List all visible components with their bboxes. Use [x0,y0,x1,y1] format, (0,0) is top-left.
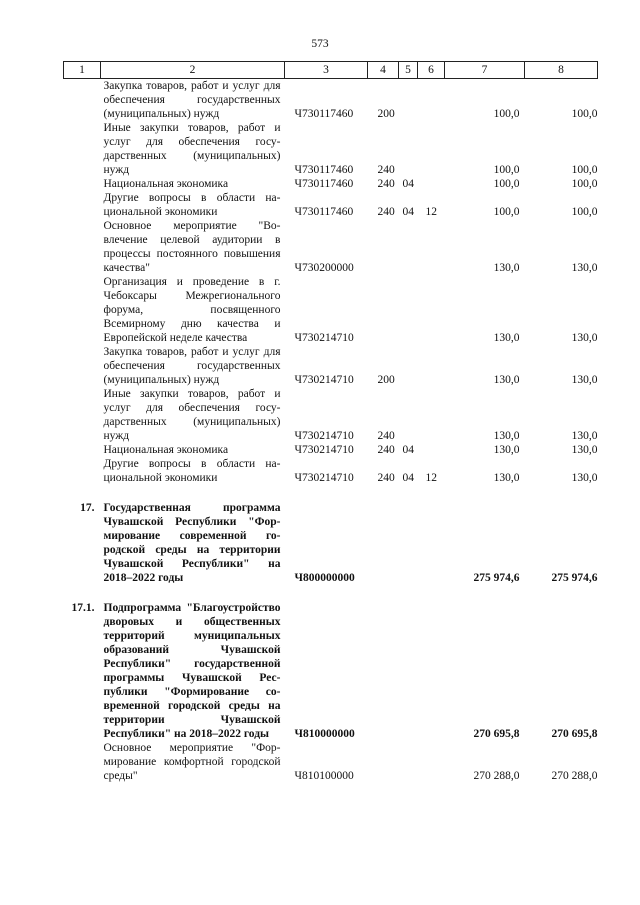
amount-cell: 100,0 [493,108,520,120]
amount-cell: 100,0 [571,206,598,218]
amount-cell: 270 695,8 [551,728,598,740]
subsection-cell [418,79,445,122]
table-row [64,387,598,443]
amount-cell: 270 288,0 [551,770,598,782]
amount-cell: 100,0 [571,108,598,120]
table-row [64,501,598,585]
description-cell: Основное мероприятие "Формирование комфортной городской среды" [103,742,281,782]
table-row [64,601,598,741]
section-cell [399,741,418,783]
page-number: 573 [311,38,329,50]
subsection-cell [418,601,445,741]
row-number-cell: 17.1. [71,602,95,614]
amount-cell: 130,0 [493,332,520,344]
description-cell: Другие вопросы в области национальной экономики [103,458,281,484]
target-code-cell: Ч730214710 [294,332,354,344]
expense-type-cell: 200 [377,374,395,386]
amount-cell: 100,0 [493,206,520,218]
subsection-cell [418,121,445,177]
empty-cell [445,585,525,601]
budget-table [63,61,598,783]
expense-type-cell [368,275,399,345]
amount-cell: 100,0 [571,178,598,190]
description-cell: Государственная программа Чувашской Республики "Формирование современной городской среды на территории Чувашской Республики" на 2018–2022 годы [103,502,281,584]
description-cell: Закупка товаров, работ и услуг для обеспечения государственных (муниципальных) нужд [103,80,281,120]
amount-cell: 130,0 [571,444,598,456]
section-cell: 04 [402,178,414,190]
section-cell [399,79,418,122]
row-number-cell: 17. [80,502,95,514]
row-number-cell [64,457,101,485]
amount-cell: 275 974,6 [551,572,598,584]
expense-type-cell: 240 [377,178,395,190]
target-code-cell: Ч730117460 [294,178,354,190]
empty-cell [418,485,445,501]
row-number-cell [64,345,101,387]
expense-type-cell: 240 [377,206,395,218]
amount-cell: 130,0 [493,374,520,386]
row-number-cell [64,275,101,345]
amount-cell: 270 695,8 [473,728,520,740]
empty-cell [418,585,445,601]
section-cell [399,601,418,741]
table-row [64,457,598,485]
table-row [64,275,598,345]
header-cell: 7 [445,62,525,79]
row-number-cell [64,121,101,177]
table-row [64,741,598,783]
header-cell: 5 [399,62,418,79]
expense-type-cell [368,219,399,275]
subsection-cell [418,345,445,387]
description-cell: Организация и проведение в г. Чебоксары Межрегионального форума, посвященного Всемирному дню качества и Европейской неделе качества [103,276,281,344]
expense-type-cell [368,741,399,783]
subsection-cell [418,501,445,585]
target-code-cell: Ч810100000 [294,770,354,782]
empty-cell [101,485,285,501]
table-row [64,219,598,275]
target-code-cell: Ч800000000 [294,572,355,584]
row-number-cell [64,177,101,191]
amount-cell: 130,0 [493,472,520,484]
description-cell: Национальная экономика [103,178,229,190]
row-number-cell [64,443,101,457]
target-code-cell: Ч810000000 [294,728,355,740]
section-cell: 04 [402,206,414,218]
row-number-cell [64,741,101,783]
header-cell: 2 [101,62,285,79]
subsection-cell [418,443,445,457]
amount-cell: 130,0 [571,472,598,484]
expense-type-cell: 240 [377,444,395,456]
amount-cell: 270 288,0 [473,770,520,782]
amount-cell: 130,0 [571,430,598,442]
section-cell [399,275,418,345]
description-cell: Иные закупки товаров, работ и услуг для обеспечения государственных (муниципальных) нужд [103,122,281,176]
row-number-cell [64,387,101,443]
section-cell [399,387,418,443]
expense-type-cell [368,601,399,741]
spacer-row [64,585,598,601]
table-row [64,443,598,457]
description-cell: Национальная экономика [103,444,229,456]
expense-type-cell: 240 [377,430,395,442]
description-cell: Основное мероприятие "Вовлечение целевой аудитории в процессы постоянного повышения качества" [103,220,281,274]
amount-cell: 130,0 [493,262,520,274]
target-code-cell: Ч730214710 [294,472,354,484]
empty-cell [525,585,598,601]
subsection-cell [418,275,445,345]
empty-cell [399,585,418,601]
row-number-cell [64,191,101,219]
table-row [64,345,598,387]
empty-cell [64,485,101,501]
amount-cell: 100,0 [571,164,598,176]
subsection-cell [418,177,445,191]
table-header-row [64,62,598,79]
description-cell: Подпрограмма "Благоустройство дворовых и общественных территорий муниципальных образований Чувашской Республики" государственной программы Чувашской Республики "Формирование современной городской среды на территории Чувашской Республики" на 2018–2022 годы [103,602,281,740]
subsection-cell: 12 [425,206,437,218]
section-cell: 04 [402,444,414,456]
expense-type-cell: 200 [377,108,395,120]
amount-cell: 130,0 [571,332,598,344]
amount-cell: 100,0 [493,178,520,190]
target-code-cell: Ч730200000 [294,262,354,274]
target-code-cell: Ч730214710 [294,444,354,456]
header-cell: 4 [368,62,399,79]
table-row [64,177,598,191]
expense-type-cell: 240 [377,472,395,484]
empty-cell [525,485,598,501]
empty-cell [285,485,368,501]
header-cell: 6 [418,62,445,79]
target-code-cell: Ч730214710 [294,374,354,386]
table-row [64,121,598,177]
empty-cell [64,585,101,601]
section-cell [399,121,418,177]
header-cell: 8 [525,62,598,79]
header-cell: 1 [64,62,101,79]
section-cell [399,345,418,387]
target-code-cell: Ч730214710 [294,430,354,442]
section-cell [399,501,418,585]
target-code-cell: Ч730117460 [294,108,354,120]
subsection-cell: 12 [425,472,437,484]
amount-cell: 275 974,6 [473,572,520,584]
target-code-cell: Ч730117460 [294,164,354,176]
amount-cell: 130,0 [571,262,598,274]
expense-type-cell [368,501,399,585]
subsection-cell [418,387,445,443]
table-row [64,191,598,219]
amount-cell: 130,0 [493,444,520,456]
empty-cell [101,585,285,601]
table-row [64,79,598,122]
empty-cell [368,585,399,601]
amount-cell: 100,0 [493,164,520,176]
empty-cell [445,485,525,501]
expense-type-cell: 240 [377,164,395,176]
subsection-cell [418,219,445,275]
empty-cell [285,585,368,601]
amount-cell: 130,0 [571,374,598,386]
empty-cell [368,485,399,501]
section-cell: 04 [402,472,414,484]
description-cell: Другие вопросы в области национальной экономики [103,192,281,218]
header-cell: 3 [285,62,368,79]
row-number-cell [64,79,101,122]
target-code-cell: Ч730117460 [294,206,354,218]
spacer-row [64,485,598,501]
section-cell [399,219,418,275]
description-cell: Закупка товаров, работ и услуг для обеспечения государственных (муниципальных) нужд [103,346,281,386]
row-number-cell [64,219,101,275]
subsection-cell [418,741,445,783]
amount-cell: 130,0 [493,430,520,442]
empty-cell [399,485,418,501]
description-cell: Иные закупки товаров, работ и услуг для обеспечения государственных (муниципальных) нужд [103,388,281,442]
